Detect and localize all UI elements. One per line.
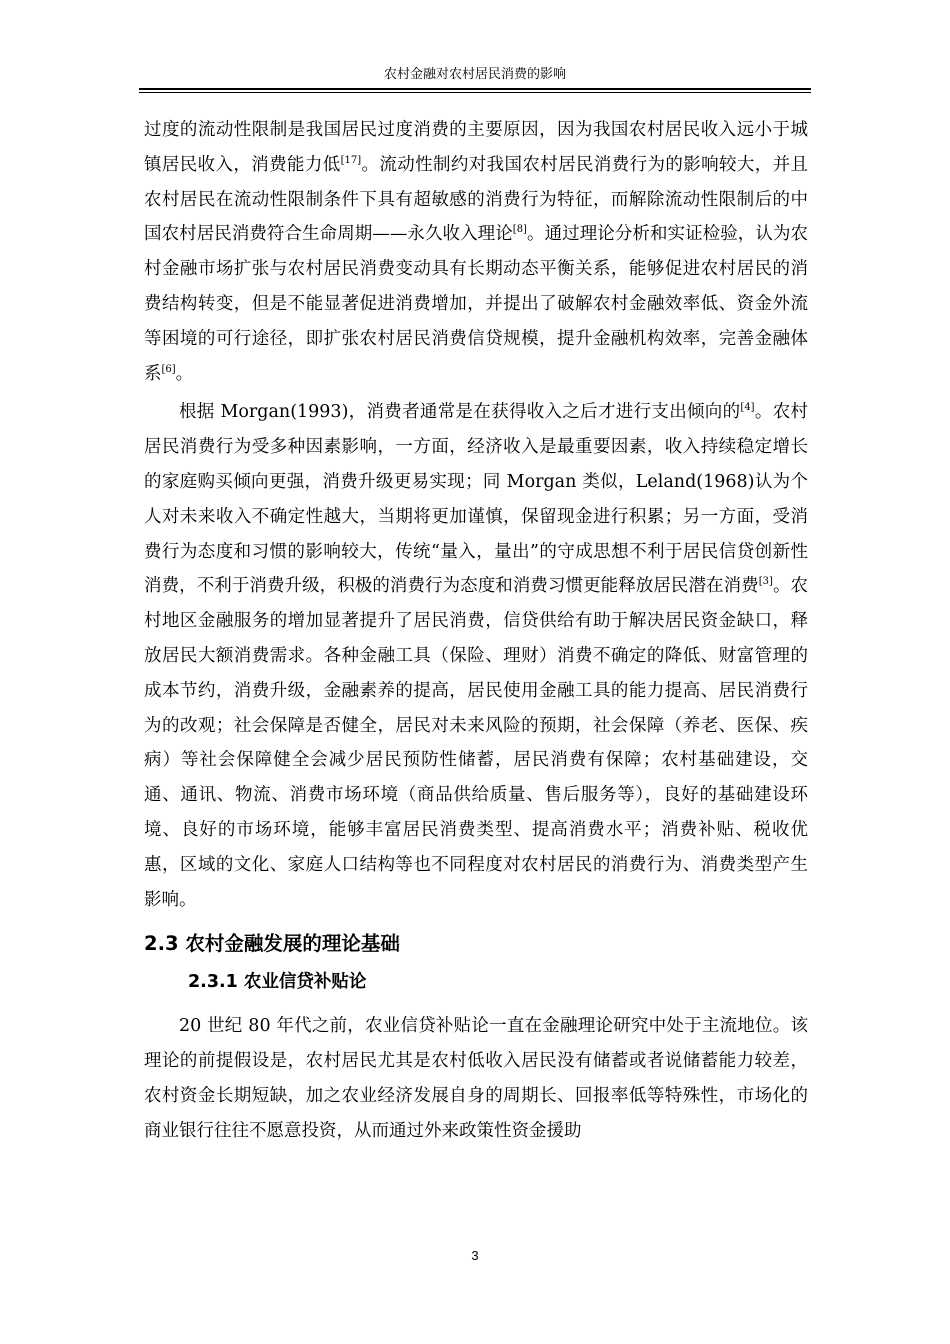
citation: [6]: [161, 363, 176, 375]
citation: [17]: [340, 154, 362, 166]
section-heading: 2.3 农村金融发展的理论基础: [144, 932, 400, 956]
citation: [3]: [758, 576, 773, 588]
citation: [4]: [740, 402, 755, 414]
page-body: [144, 113, 808, 1149]
running-header: 农村金融对农村居民消费的影响: [383, 67, 566, 82]
page-number: 3: [471, 1248, 479, 1263]
paragraph-3: 20 世纪 80 年代之前，农业信贷补贴论一直在金融理论研究中处于主流地位。该理论的前提假设是，农村居民尤其是农村低收入居民没有储蓄或者说储蓄能力较差，农村资金长期短缺，加之农业经济发展自身的周期长、回报率低等特殊性，市场化的商业银行往往不愿意投资，从而通过外来政策性资金援助: [144, 1016, 808, 1141]
paragraph-2: 根据 Morgan(1993)，消费者通常是在获得收入之后才进行支出倾向的[4]。农村居民消费行为受多种因素影响，一方面，经济收入是最重要因素，收入持续稳定增长的家庭购买倾向更强，消费升级更易实现；同 Morgan 类似，Leland(1968)认为个人对未来收入不确定性越大，当期将更加谨慎，保留现金进行积累；另一方面，受消费行为态度和习惯的影响较大，传统“量入，量出”的守成思想不利于居民信贷创新性消费，不利于消费升级，积极的消费行为态度和消费习惯更能释放居民潜在消费[3]。农村地区金融服务的增加显著提升了居民消费，信贷供给有助于解决居民资金缺口，释放居民大额消费需求。各种金融工具（保险、理财）消费不确定的降低、财富管理的成本节约，消费升级，金融素养的提高，居民使用金融工具的能力提高、居民消费行为的改观；社会保障是否健全，居民对未来风险的预期，社会保障（养老、医保、疾病）等社会保障健全会减少居民预防性储蓄，居民消费有保障；农村基础建设，交通、通讯、物流、消费市场环境（商品供给质量、售后服务等），良好的基础建设环境、良好的市场环境，能够丰富居民消费类型、提高消费水平；消费补贴、税收优惠，区域的文化、家庭人口结构等也不同程度对农村居民的消费行为、消费类型产生影响。: [144, 402, 809, 910]
subsection-heading: 2.3.1 农业信贷补贴论: [188, 972, 367, 993]
header-rule-thick: [139, 88, 811, 90]
header-rule-thin: [139, 92, 811, 93]
paragraph-1: 过度的流动性限制是我国居民过度消费的主要原因，因为我国农村居民收入远小于城镇居民收入，消费能力低[17]。流动性制约对我国农村居民消费行为的影响较大，并且农村居民在流动性限制条件下具有超敏感的消费行为特征，而解除流动性限制后的中国农村居民消费符合生命周期——永久收入理论[8]。通过理论分析和实证检验，认为农村金融市场扩张与农村居民消费变动具有长期动态平衡关系，能够促进农村居民的消费结构转变，但是不能显著促进消费增加，并提出了破解农村金融效率低、资金外流等困境的可行途径，即扩张农村居民消费信贷规模，提升金融机构效率，完善金融体系[6]。: [144, 120, 809, 384]
citation: [8]: [512, 224, 527, 236]
